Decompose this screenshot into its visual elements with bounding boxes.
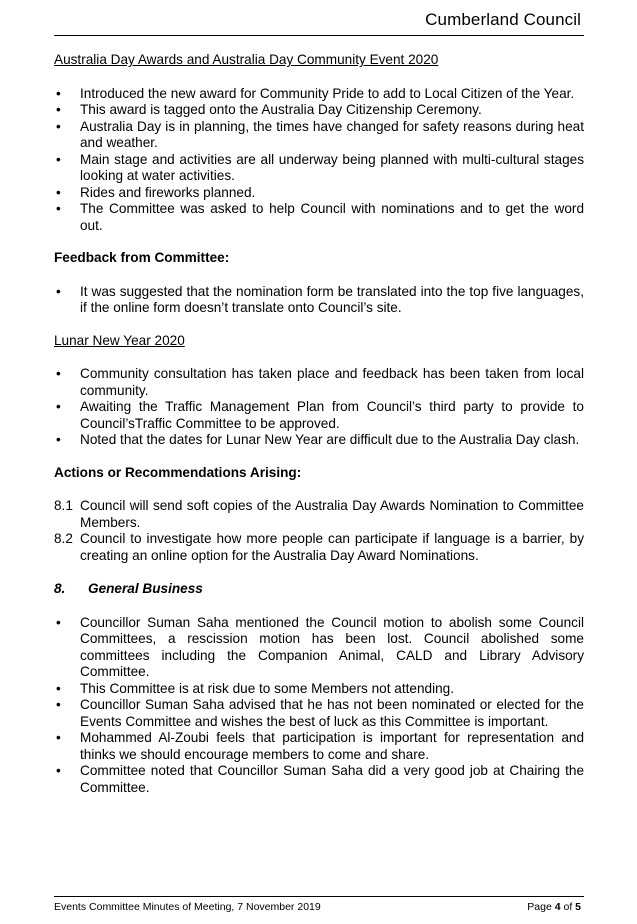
actions-list <box>54 498 584 564</box>
feedback-list <box>54 284 584 317</box>
action-item <box>54 531 584 564</box>
page-prefix: Page <box>527 901 555 913</box>
page-number <box>527 901 581 913</box>
section-title: General Business <box>88 581 203 596</box>
list-item: • Community consultation has taken place and feedback has been taken from local community. <box>54 366 584 399</box>
organisation-name: Cumberland Council <box>425 10 581 29</box>
list-item: • Rides and fireworks planned. <box>54 185 584 202</box>
section-number: 8. <box>54 581 66 596</box>
feedback-heading: Feedback from Committee: <box>54 250 230 265</box>
action-text: Council will send soft copies of the Australia Day Awards Nomination to Committee Members. <box>80 498 584 530</box>
list-item: • The Committee was asked to help Council with nominations and to get the word out. <box>54 201 584 234</box>
list-item: • Councillor Suman Saha advised that he has not been nominated or elected for the Events Committee and wishes the best of luck as this Committee is important. <box>54 697 584 730</box>
action-text: Council to investigate how more people can participate if language is a barrier, by creating an online option for the Australia Day Award Nominations. <box>80 531 584 563</box>
general-business-list <box>54 615 584 797</box>
footer-divider <box>54 896 584 897</box>
document-body <box>54 52 584 812</box>
page-separator: of <box>560 901 576 913</box>
list-item: • Awaiting the Traffic Management Plan from Council’s third party to provide to Council’sTraffic Committee to be approved. <box>54 399 584 432</box>
list-item: • This award is tagged onto the Australia Day Citizenship Ceremony. <box>54 102 584 119</box>
footer-meeting-info: Events Committee Minutes of Meeting, 7 November 2019 <box>54 901 321 913</box>
list-item: • This Committee is at risk due to some Members not attending. <box>54 681 584 698</box>
australia-day-heading: Australia Day Awards and Australia Day Community Event 2020 <box>54 52 439 67</box>
page-current: 4 <box>554 901 561 913</box>
page-total: 5 <box>575 901 581 913</box>
list-item: • Committee noted that Councillor Suman Saha did a very good job at Chairing the Committee. <box>54 763 584 796</box>
lunar-new-year-heading: Lunar New Year 2020 <box>54 332 185 348</box>
list-item: • Main stage and activities are all underway being planned with multi-cultural stages looking at water activities. <box>54 152 584 185</box>
list-item: • Australia Day is in planning, the times have changed for safety reasons during heat and weather. <box>54 119 584 152</box>
australia-day-list <box>54 86 584 235</box>
action-item <box>54 498 584 531</box>
lunar-new-year-list <box>54 366 584 449</box>
header-divider <box>54 35 584 36</box>
list-item: • It was suggested that the nomination form be translated into the top five languages, if the online form doesn’t translate onto Council’s site. <box>54 284 584 317</box>
list-item: • Mohammed Al-Zoubi feels that participation is important for representation and thinks we should encourage members to come and share. <box>54 730 584 763</box>
list-item: • Noted that the dates for Lunar New Year are difficult due to the Australia Day clash. <box>54 432 584 449</box>
list-item: • Introduced the new award for Community Pride to add to Local Citizen of the Year. <box>54 86 584 103</box>
actions-heading: Actions or Recommendations Arising: <box>54 464 302 480</box>
action-number: 8.2 <box>54 531 73 546</box>
action-number: 8.1 <box>54 498 73 513</box>
list-item: • Councillor Suman Saha mentioned the Council motion to abolish some Council Committees, a rescission motion has been lost. Council abolished some committees including the Companion Animal, CALD and Library Advisory Committee. <box>54 615 584 681</box>
general-business-heading <box>54 581 584 598</box>
